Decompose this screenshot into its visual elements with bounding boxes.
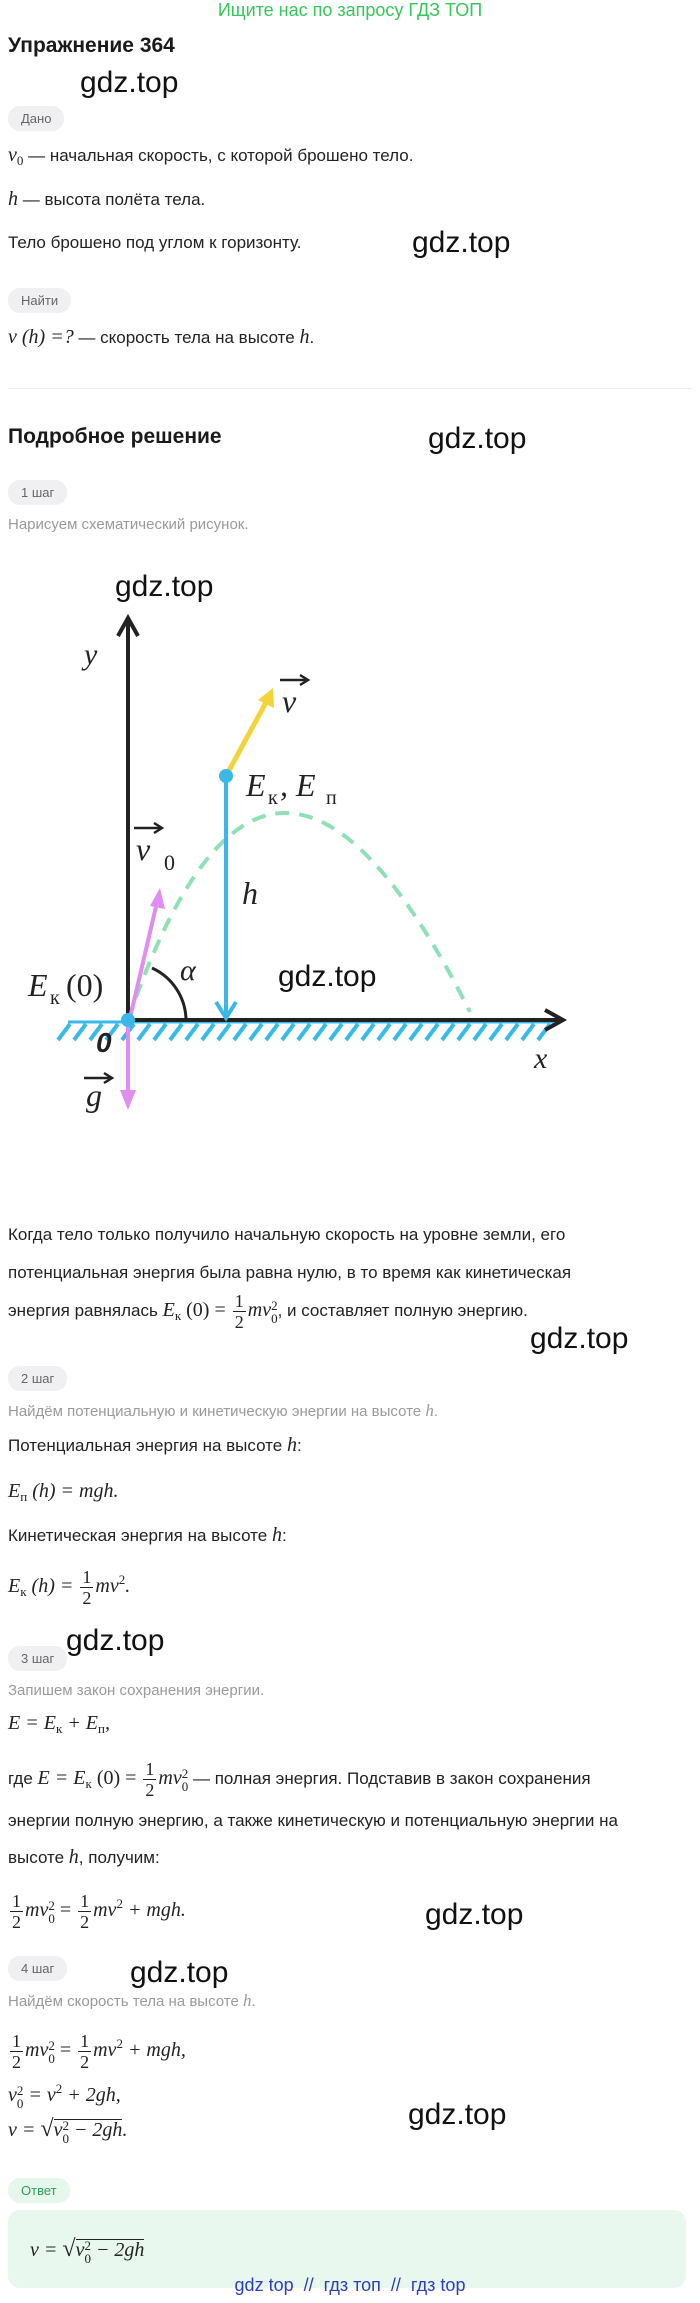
hatch-stroke <box>234 1024 246 1040</box>
watermark: gdz.top <box>412 226 511 259</box>
hatch-stroke <box>250 1024 262 1040</box>
hatch-stroke <box>202 1024 214 1040</box>
watermark: gdz.top <box>80 66 179 99</box>
given-v0: $v_0$ — начальная скорость, с которой брошено тело. <box>8 144 414 168</box>
hatch-stroke <box>506 1024 518 1040</box>
ek0-label <box>27 967 103 1009</box>
hatch-stroke <box>74 1024 86 1040</box>
watermark: gdz.top <box>278 960 377 993</box>
answer-formula: v = √v 2 0 − 2gh <box>30 2236 145 2266</box>
watermark: gdz.top <box>428 422 527 455</box>
para1-line2: потенциальная энергия была равна нулю, в то время как кинетическая <box>8 1263 572 1282</box>
svg-text:п: п <box>326 787 337 809</box>
svg-text:, E: , E <box>280 767 316 803</box>
given-h: h — высота полёта тела. <box>8 188 206 210</box>
given-chip: Дано <box>8 106 64 131</box>
hatch-stroke <box>266 1024 278 1040</box>
hatch-stroke <box>458 1024 470 1040</box>
step3-eq2: $\frac{1}{2}$ mv 2 0 = $\frac{1}{2}$ $mv^2$ + mgh. <box>12 1891 186 1933</box>
ekep-label <box>245 767 337 809</box>
hatch-stroke <box>378 1024 390 1040</box>
v-label <box>280 675 308 719</box>
hatch-stroke <box>298 1024 310 1040</box>
step3-line2: энергии полную энергию, а также кинетическую и потенциальную энергии на <box>8 1811 618 1830</box>
g-label <box>84 1073 112 1113</box>
step2-chip: 2 шаг <box>8 1366 67 1391</box>
v0-label <box>134 823 175 875</box>
hatch-stroke <box>346 1024 358 1040</box>
hatch-stroke <box>330 1024 342 1040</box>
top-banner[interactable]: Ищите нас по запросу ГДЗ ТОП <box>217 0 483 20</box>
svg-text:к: к <box>268 787 278 809</box>
step3-where: где $E = E_к$ (0) = $\frac{1}{2}$ mv 2 0 — полная энергия. Подставив в закон сохранения <box>8 1759 591 1801</box>
y-axis-label: y <box>84 638 98 671</box>
hatch-stroke <box>474 1024 486 1040</box>
svg-text:к: к <box>50 987 60 1009</box>
hatch-stroke <box>314 1024 326 1040</box>
hatch-stroke <box>362 1024 374 1040</box>
v0-arrow <box>130 898 158 1018</box>
alpha-label: α <box>180 954 196 987</box>
step4-text: Найдём скорость тела на высоте h. <box>8 1991 256 2010</box>
step4-eq1: $\frac{1}{2}$ mv 2 0 = $\frac{1}{2}$ $mv^2$ + mgh, <box>12 2031 186 2073</box>
step1-chip: 1 шаг <box>8 480 67 505</box>
pot-formula: $E_п$ (h) = mgh. <box>8 1480 119 1504</box>
footer-links[interactable]: gdz top // гдз топ // гдз top <box>234 2275 466 2295</box>
step3-chip: 3 шаг <box>8 1646 67 1671</box>
ground-hatching <box>58 1022 560 1040</box>
given-angle: Тело брошено под углом к горизонту. <box>8 233 302 252</box>
origin-label: 0 <box>96 1027 112 1058</box>
para1-line3: энергия равнялась $E_к$ (0) = $\frac{1}{2}$ mv 2 0 , и составляет полную энергию. <box>8 1291 528 1333</box>
hatch-stroke <box>426 1024 438 1040</box>
hatch-stroke <box>522 1024 534 1040</box>
step2-text: Найдём потенциальную и кинетическую энергии на высоте h. <box>8 1401 438 1420</box>
hatch-stroke <box>410 1024 422 1040</box>
pot-label: Потенциальная энергия на высоте h: <box>8 1434 302 1456</box>
svg-text:E: E <box>28 967 48 1003</box>
hatch-stroke <box>154 1024 166 1040</box>
velocity-arrow <box>226 695 270 776</box>
hatch-stroke <box>442 1024 454 1040</box>
hatch-stroke <box>394 1024 406 1040</box>
watermark: gdz.top <box>425 1898 524 1931</box>
step3-text: Запишем закон сохранения энергии. <box>8 1682 265 1699</box>
step3-eq1: $E = E_к + E_п$, <box>8 1712 110 1736</box>
para1-line1: Когда тело только получило начальную скорость на уровне земли, его <box>8 1225 566 1244</box>
step4-eq3: v = √v 2 0 − 2gh. <box>8 2116 128 2146</box>
hatch-stroke <box>490 1024 502 1040</box>
step3-line3: высоте h, получим: <box>8 1846 160 1868</box>
kin-label: Кинетическая энергия на высоте h: <box>8 1524 287 1546</box>
page-title: Упражнение 364 <box>8 34 175 57</box>
hatch-stroke <box>138 1024 150 1040</box>
watermark: gdz.top <box>530 1322 629 1355</box>
watermark: gdz.top <box>66 1624 165 1657</box>
hatch-stroke <box>170 1024 182 1040</box>
find-chip: Найти <box>8 288 71 313</box>
svg-text:0: 0 <box>164 850 175 875</box>
step1-text: Нарисуем схематический рисунок. <box>8 516 249 533</box>
answer-chip: Ответ <box>8 2178 70 2203</box>
svg-text:v: v <box>136 831 151 867</box>
trajectory-diagram <box>0 600 700 1120</box>
hatch-stroke <box>282 1024 294 1040</box>
svg-text:E: E <box>246 767 266 803</box>
top-point <box>219 769 233 783</box>
h-label: h <box>242 875 258 911</box>
hatch-stroke <box>58 1024 70 1040</box>
svg-text:g: g <box>86 1077 102 1113</box>
x-axis-label: x <box>534 1042 548 1075</box>
find-text: v (h) =? — скорость тела на высоте h. <box>8 326 315 348</box>
step4-chip: 4 шаг <box>8 1956 67 1981</box>
svg-text:v: v <box>282 683 297 719</box>
watermark: gdz.top <box>130 1956 229 1989</box>
solution-title: Подробное решение <box>8 425 222 448</box>
kin-formula: $E_к$ (h) = $\frac{1}{2}$ $mv^2$. <box>8 1567 131 1609</box>
divider <box>8 388 692 389</box>
origin-point <box>121 1013 135 1027</box>
step4-eq2: v 2 0 = $v^2 + 2gh$, <box>8 2081 121 2111</box>
hatch-stroke <box>218 1024 230 1040</box>
watermark: gdz.top <box>115 570 214 603</box>
hatch-stroke <box>186 1024 198 1040</box>
watermark: gdz.top <box>408 2098 507 2131</box>
svg-text:(0): (0) <box>66 967 104 1003</box>
